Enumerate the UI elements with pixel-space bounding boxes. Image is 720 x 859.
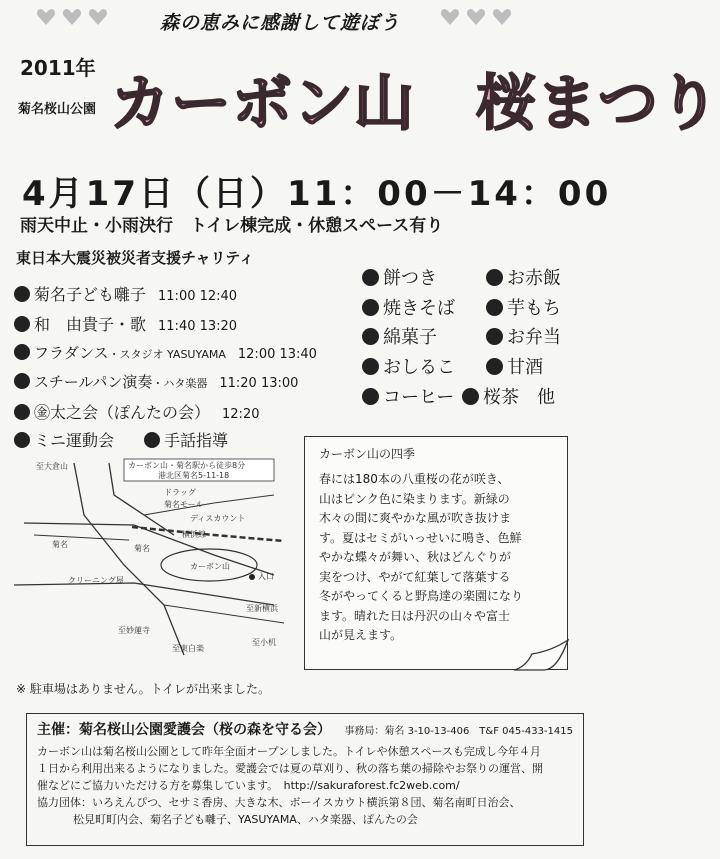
seasons-box: [304, 436, 568, 670]
bullet-icon: [362, 388, 379, 405]
program-time: 11:00 12:40: [158, 289, 238, 304]
program-item: [14, 282, 237, 305]
seasons-line: 木々の間に爽やかな風が吹き抜けま: [319, 511, 512, 525]
program-item: [14, 400, 259, 423]
organizer-line: [37, 719, 573, 739]
program-item: [14, 342, 317, 363]
bullet-icon: [14, 286, 30, 302]
food-item: [362, 294, 455, 320]
bullet-icon: [462, 388, 479, 405]
bullet-icon: [14, 316, 30, 332]
program-name: フラダンス: [34, 344, 109, 362]
food-item: [486, 264, 561, 290]
bullet-icon: [362, 328, 379, 345]
program-time: 12:00 13:40: [237, 347, 317, 362]
park-name: 菊名桜山公園: [18, 102, 97, 117]
program-name: ミニ運動会: [34, 431, 115, 450]
bullet-icon: [486, 299, 503, 316]
map-label: カーボン山: [190, 562, 230, 571]
food-item: [362, 323, 437, 349]
program-name: 手話指導: [164, 431, 229, 450]
map-label: ドラッグ: [164, 488, 196, 497]
heart-icon: [440, 8, 460, 26]
map-label: 入口: [258, 572, 274, 581]
food-name: おしるこ: [383, 357, 455, 378]
program-name: 和 由貴子・歌: [34, 315, 147, 334]
map-label: クリーニング屋: [68, 576, 124, 585]
cooperators-line: 協力団体：いろえんぴつ、セサミ香房、大きな木、ボーイスカウト横浜第８団、菊名南町日治会、: [37, 796, 521, 809]
program-time: 11:40 13:20: [158, 319, 238, 334]
heart-icon: [36, 8, 56, 26]
seasons-line: 山が見えます。: [319, 628, 403, 642]
program-sub: ・ハタ楽器: [152, 377, 208, 390]
seasons-line: 冬がやってくると野鳥達の楽園になり: [319, 589, 524, 603]
map-label: 至東白楽: [172, 644, 204, 653]
notice-line: 催などにご協力いただける方を募集しています。 http://sakuraforest.fc2web.com/: [37, 779, 460, 792]
map-label: 菊名: [134, 544, 150, 553]
map-label: カーボン山・菊名駅から徒歩8分: [128, 461, 246, 470]
heart-icon: [492, 8, 512, 26]
bullet-icon: [486, 328, 503, 345]
cooperators-line: 松見町町内会、菊名子ども囃子、YASUYAMA、ハタ楽器、ぽんたの会: [73, 813, 418, 826]
page-curl-icon: [514, 636, 572, 676]
program-sub: ・スタジオ YASUYAMA: [108, 348, 226, 361]
seasons-title: カーボン山の四季: [319, 447, 416, 461]
map-label: 至小机: [252, 638, 276, 647]
seasons-line: 春には180本の八重桜の花が咲き、: [319, 472, 510, 486]
food-item: [362, 264, 437, 290]
bullet-icon: [486, 269, 503, 286]
charity-heading: 東日本大震災被災者支援チャリティ: [16, 249, 255, 267]
seasons-line: す。夏はセミがいっせいに鳴き、色鮮: [319, 530, 522, 545]
heart-icon: [62, 8, 82, 26]
food-item: [486, 353, 543, 379]
food-name: 餅つき: [383, 268, 437, 289]
weather-note: 雨天中止・小雨決行 トイレ棟完成・休憩スペース有り: [20, 216, 444, 236]
bullet-icon: [486, 358, 503, 375]
program-name: ㊎太之会（ぽんたの会）: [34, 403, 211, 422]
hearts-right: [440, 8, 512, 26]
program-item: [14, 312, 237, 335]
food-item: [486, 323, 561, 349]
tagline: 森の恵みに感謝して遊ぼう: [160, 12, 401, 34]
bullet-icon: [362, 269, 379, 286]
parking-note: ※ 駐車場はありません。トイレが出来ました。: [16, 682, 270, 696]
access-map: [14, 455, 294, 661]
seasons-line: やかな蝶々が舞い、秋はどんぐりが: [319, 550, 512, 564]
food-name: 綿菓子: [383, 327, 437, 348]
map-label: 至新横浜: [246, 604, 278, 613]
organizer: 主催：菊名桜山公園愛護会（桜の森を守る会）: [37, 722, 331, 738]
event-date-time: 4月17日（日）11：00－14：00: [22, 174, 612, 214]
seasons-line: 実をつけ、やがて紅葉して落葉する: [319, 569, 511, 584]
food-name: 桜茶 他: [483, 387, 555, 408]
notice-line: カーボン山は菊名桜山公園として昨年全面オープンしました。トイレや休憩スペースも完成し今年４月: [37, 745, 541, 758]
map-label: 至妙蓮寺: [118, 626, 150, 635]
map-label: 横浜線: [182, 530, 206, 539]
office-contact: 事務局：菊名 3-10-13-406 T&F 045-433-1415: [344, 726, 573, 737]
map-label: 菊名: [52, 540, 68, 549]
seasons-line: ます。晴れた日は丹沢の山々や富士: [319, 608, 511, 623]
bullet-icon: [362, 299, 379, 316]
food-name: 甘酒: [507, 357, 543, 378]
footer-box: [26, 713, 584, 846]
food-name: お赤飯: [507, 268, 561, 289]
event-year: 2011年: [20, 56, 96, 80]
program-time: 11:20 13:00: [219, 376, 299, 391]
page-title: カーボン山 桜まつり: [110, 69, 720, 139]
notice: [37, 743, 573, 794]
seasons-line: 山はピンク色に染まります。新緑の: [319, 491, 510, 506]
bullet-icon: [362, 358, 379, 375]
food-name: 焼きそば: [383, 298, 455, 319]
map-label: 港北区菊名5-11-18: [158, 471, 230, 480]
extra-programs: [14, 428, 228, 451]
food-item: [462, 383, 555, 409]
map-label: 菊名モール: [164, 500, 204, 509]
food-item: [362, 353, 455, 379]
map-label: ディスカウント: [190, 514, 246, 523]
bullet-icon: [144, 432, 160, 448]
bullet-icon: [14, 432, 30, 448]
program-name: 菊名子ども囃子: [34, 285, 147, 304]
program-name: スチールパン演奏: [34, 373, 153, 391]
bullet-icon: [14, 404, 30, 420]
food-item: [486, 294, 561, 320]
food-name: お弁当: [507, 327, 561, 348]
notice-line: １日から利用出来るようになりました。愛護会では夏の草刈り、秋の落ち葉の掃除やお祭りの運営、開: [37, 762, 543, 775]
food-name: コーヒー: [383, 387, 455, 408]
hearts-left: [36, 8, 108, 26]
heart-icon: [88, 8, 108, 26]
heart-icon: [466, 8, 486, 26]
food-name: 芋もち: [507, 298, 561, 319]
food-item: [362, 383, 454, 409]
program-time: 12:20: [222, 407, 260, 422]
bullet-icon: [14, 344, 30, 360]
seasons-text: [319, 470, 557, 646]
program-item: [14, 371, 298, 392]
bullet-icon: [14, 373, 30, 389]
map-label: 至大倉山: [36, 462, 68, 471]
